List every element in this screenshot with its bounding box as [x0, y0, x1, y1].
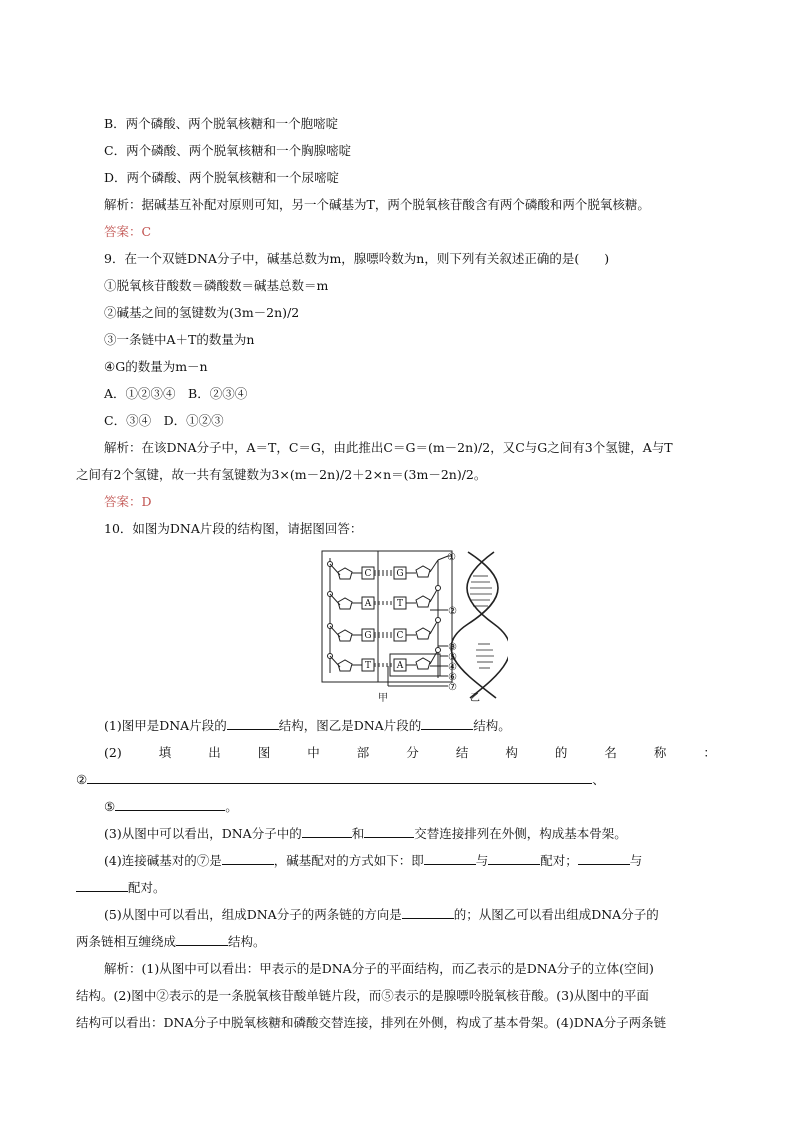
- q10-sub5-line-2: [76, 932, 266, 952]
- q10-analysis-line-1: 解析：(1)从图中可以看出：甲表示的是DNA分子的平面结构，而乙表示的是DNA分子的立体(空间): [104, 961, 654, 976]
- q10-sub2-heading: [104, 743, 716, 763]
- marker-5-label: ⑤: [104, 799, 116, 814]
- q10-sub1-text-b: 结构，图乙是DNA片段的: [278, 718, 422, 733]
- double-helix-yi: [451, 552, 508, 698]
- blank-3a[interactable]: [302, 824, 352, 838]
- q10-sub2-char: 中: [307, 745, 320, 760]
- q9-item-1: ①脱氧核苷酸数＝磷酸数＝碱基总数＝m: [104, 278, 329, 293]
- base-right-2: T: [396, 599, 404, 609]
- base-left-4: T: [364, 661, 372, 671]
- label-jia: 甲: [378, 693, 388, 704]
- q9-analysis-line-1: 解析：在该DNA分子中，A＝T，C＝G，由此推出C＝G＝(m－2n)/2，又C与G之间有3个氢键，A与T: [104, 440, 673, 455]
- q10-sub2-char: 构: [505, 745, 518, 760]
- q10-sub2-blank-5-line: [104, 797, 238, 817]
- q10-sub3-text-b: 和: [351, 826, 365, 841]
- q9-options-cd: C．③④ D．①②③: [104, 413, 224, 428]
- analysis-q8: 解析：据碱基互补配对原则可知，另一个碱基为T，两个脱氧核苷酸含有两个磷酸和两个脱氧核糖。: [104, 197, 650, 212]
- marker-2: ②: [448, 606, 457, 617]
- q10-sub4-line-2: [76, 878, 166, 898]
- q10-sub4-text-a: (4)连接碱基对的⑦是: [104, 853, 222, 868]
- q10-sub2-char: 图: [257, 745, 271, 760]
- base-right-1: G: [396, 569, 404, 579]
- q10-sub2-period: 。: [225, 799, 238, 814]
- q10-sub4-line-1: [104, 851, 642, 871]
- q10-analysis-line-2: 结构。(2)图中②表示的是一条脱氧核苷酸单链片段，而⑤表示的是腺嘌呤脱氧核苷酸。(3)从图中的平面: [76, 988, 649, 1003]
- q9-item-3: ③一条链中A＋T的数量为n: [104, 332, 255, 347]
- marker-7: ⑦: [448, 682, 457, 693]
- q10-sub1-text-a: (1)图甲是DNA片段的: [104, 718, 227, 733]
- base-left-1: C: [364, 569, 372, 579]
- answer-q9: 答案：D: [104, 494, 152, 509]
- q10-sub2-char: 结: [455, 745, 469, 760]
- answer-q8: 答案：C: [104, 224, 152, 239]
- q10-sub3-text-a: (3)从图中可以看出，DNA分子中的: [104, 826, 302, 841]
- blank-5[interactable]: [115, 797, 225, 811]
- q10-sub3: [104, 824, 627, 844]
- blank-4e[interactable]: [76, 878, 128, 892]
- marker-5: ⑤: [448, 652, 457, 663]
- blank-5b[interactable]: [176, 932, 228, 946]
- q10-analysis-line-3: 结构可以看出：DNA分子中脱氧核糖和磷酸交替连接，排列在外侧，构成了基本骨架。(4)DNA分子两条链: [76, 1015, 667, 1030]
- q10-sub4-text-c: 与: [475, 853, 489, 868]
- q10-sub2-char: 填: [158, 745, 172, 760]
- q10-sub1-text-c: 结构。: [473, 718, 511, 733]
- blank-4c[interactable]: [488, 851, 540, 865]
- blank-1b[interactable]: [421, 716, 473, 730]
- q9-options-ab: A．①②③④ B．②③④: [104, 386, 248, 401]
- q10-sub2-char: 出: [208, 745, 221, 760]
- q10-sub3-text-c: 交替连接排列在外侧，构成基本骨架。: [414, 826, 627, 841]
- question-9-stem: 9．在一个双链DNA分子中，碱基总数为m，腺嘌呤数为n，则下列有关叙述正确的是( ): [104, 251, 610, 266]
- q9-item-2: ②碱基之间的氢键数为(3m－2n)/2: [104, 305, 300, 320]
- label-yi: 乙: [470, 693, 480, 704]
- q10-sub5-text-b: 的；从图乙可以看出组成DNA分子的: [453, 907, 659, 922]
- q10-sub5-line-1: [104, 905, 659, 925]
- q10-sub4-text-f: 配对。: [128, 880, 166, 895]
- base-right-3: C: [396, 631, 404, 641]
- blank-4a[interactable]: [222, 851, 274, 865]
- option-b-q8: B．两个磷酸、两个脱氧核糖和一个胞嘧啶: [104, 116, 339, 131]
- q10-sub2-char: 称: [653, 745, 667, 760]
- blank-3b[interactable]: [364, 824, 414, 838]
- question-10-stem: 10．如图为DNA片段的结构图，请据图回答：: [104, 521, 363, 536]
- blank-2[interactable]: [87, 770, 592, 784]
- marker-3: ③: [448, 642, 457, 653]
- dna-structure-figure: [318, 548, 508, 704]
- blank-4d[interactable]: [578, 851, 630, 865]
- q10-sub2-comma: 、: [592, 772, 605, 787]
- marker-1: ①: [447, 552, 456, 563]
- q10-sub5-text-a: (5)从图中可以看出，组成DNA分子的两条链的方向是: [104, 907, 402, 922]
- frame-right-chain: [378, 551, 452, 682]
- option-d-q8: D．两个磷酸、两个脱氧核糖和一个尿嘧啶: [104, 170, 340, 185]
- q10-sub4-text-e: 与: [629, 853, 643, 868]
- marker-2-label: ②: [76, 772, 88, 787]
- q10-sub2-char: 名: [604, 745, 617, 760]
- q10-sub4-text-b: ，碱基配对的方式如下：即: [273, 853, 424, 868]
- q10-sub2-char: (2): [104, 745, 122, 760]
- q10-sub4-text-d: 配对；: [540, 853, 578, 868]
- blank-4b[interactable]: [424, 851, 476, 865]
- q10-sub2-blank-2-line: [76, 770, 716, 790]
- q10-sub5-text-c: 两条链相互缠绕成: [76, 934, 177, 949]
- marker-4: ④: [448, 662, 457, 673]
- q9-item-4: ④G的数量为m－n: [104, 359, 208, 374]
- option-c-q8: C．两个磷酸、两个脱氧核糖和一个胸腺嘧啶: [104, 143, 352, 158]
- q10-sub5-text-d: 结构。: [228, 934, 266, 949]
- base-left-2: A: [364, 599, 372, 609]
- blank-1a[interactable]: [227, 716, 279, 730]
- marker-6: ⑥: [448, 672, 457, 683]
- q10-sub2-char: 分: [406, 745, 419, 760]
- q10-sub2-char: 部: [356, 745, 370, 760]
- q10-sub1: [104, 716, 511, 736]
- base-right-4: A: [396, 661, 404, 671]
- blank-5a[interactable]: [402, 905, 454, 919]
- q10-sub2-char: 的: [554, 745, 568, 760]
- q9-analysis-line-2: 之间有2个氢键，故一共有氢键数为3×(m－2n)/2＋2×n＝(3m－2n)/2。: [76, 467, 487, 482]
- q10-sub2-char: ：: [703, 745, 716, 760]
- base-left-3: G: [364, 631, 372, 641]
